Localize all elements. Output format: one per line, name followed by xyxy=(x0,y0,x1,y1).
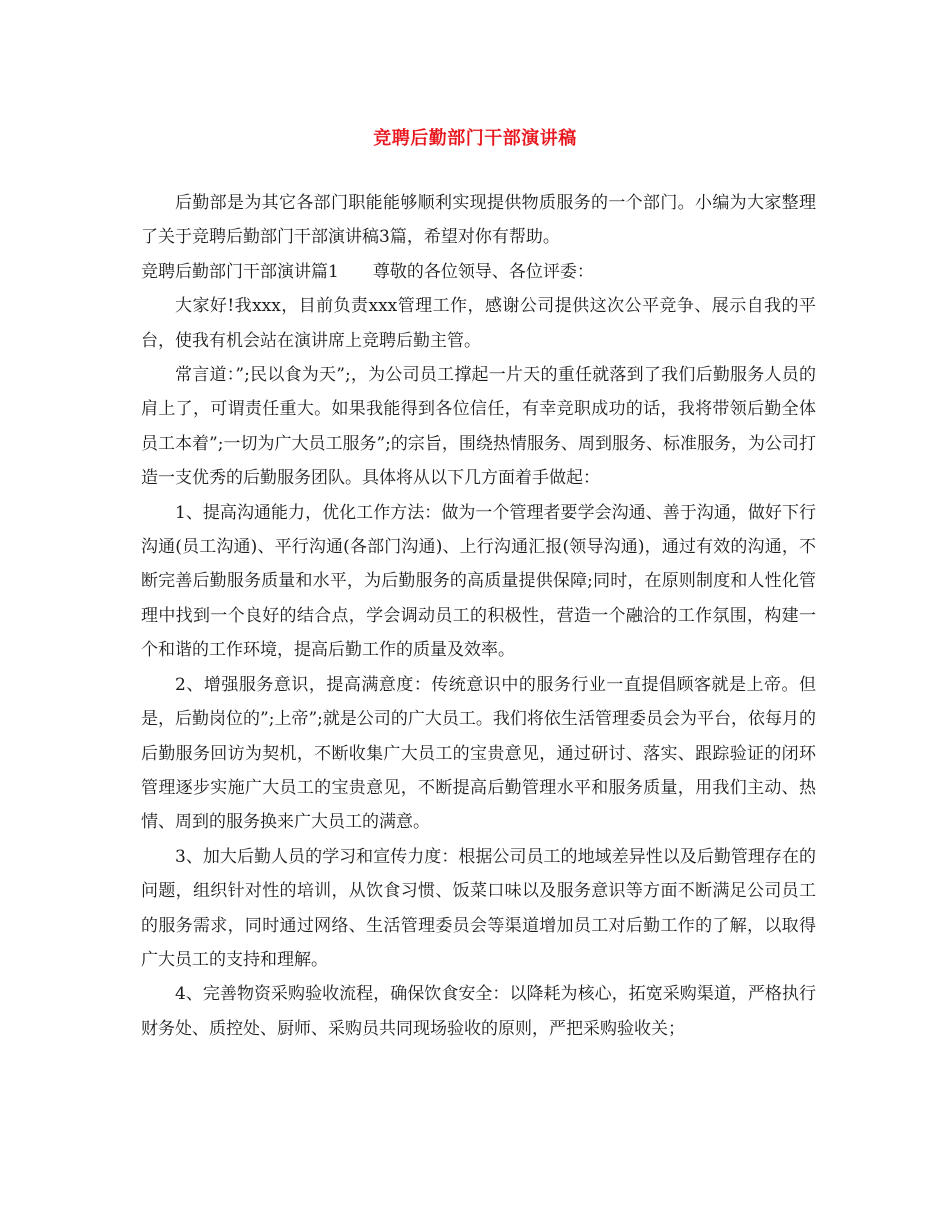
document-title: 竞聘后勤部门干部演讲稿 xyxy=(373,128,577,149)
greeting-paragraph: 大家好!我xxx，目前负责xxx管理工作，感谢公司提供这次公平竞争、展示自我的平台，使我有机会站在演讲席上竞聘后勤主管。 xyxy=(141,296,816,351)
motto-paragraph: 常言道：”;民以食为天”;，为公司员工撑起一片天的重任就落到了我们后勤服务人员的肩上了，可谓责任重大。如果我能得到各位信任，有幸竞职成功的话，我将带领后勤全体员工本着”;一切为广大员工服务”;的宗旨，围绕热情服务、周到服务、标准服务，为公司打造一支优秀的后勤服务团队。具体将从以下几方面着手做起： xyxy=(141,365,816,489)
intro-paragraph: 后勤部是为其它各部门职能能够顺利实现提供物质服务的一个部门。小编为大家整理了关于竞聘后勤部门干部演讲稿3篇，希望对你有帮助。 xyxy=(141,193,816,248)
point-4-paragraph: 4、完善物资采购验收流程，确保饮食安全：以降耗为核心，拓宽采购渠道，严格执行财务处、质控处、厨师、采购员共同现场验收的原则，严把采购验收关； xyxy=(141,984,816,1039)
point-2-paragraph: 2、增强服务意识，提高满意度：传统意识中的服务行业一直提倡顾客就是上帝。但是，后勤岗位的”;上帝”;就是公司的广大员工。我们将依生活管理委员会为平台，依每月的后勤服务回访为契机，不断收集广大员工的宝贵意见，通过研讨、落实、跟踪验证的闭环管理逐步实施广大员工的宝贵意见，不断提高后勤管理水平和服务质量，用我们主动、热情、周到的服务换来广大员工的满意。 xyxy=(141,674,816,833)
section-heading-line: 竞聘后勤部门干部演讲篇1 尊敬的各位领导、各位评委： xyxy=(141,261,594,282)
document-body xyxy=(141,186,816,1046)
point-3-paragraph: 3、加大后勤人员的学习和宣传力度：根据公司员工的地域差异性以及后勤管理存在的问题，组织针对性的培训，从饮食习惯、饭菜口味以及服务意识等方面不断满足公司员工的服务需求，同时通过网络、生活管理委员会等渠道增加员工对后勤工作的了解，以取得广大员工的支持和理解。 xyxy=(141,846,816,970)
point-1-paragraph: 1、提高沟通能力，优化工作方法：做为一个管理者要学会沟通、善于沟通，做好下行沟通(员工沟通)、平行沟通(各部门沟通)、上行沟通汇报(领导沟通)，通过有效的沟通，不断完善后勤服务质量和水平，为后勤服务的高质量提供保障;同时，在原则制度和人性化管理中找到一个良好的结合点，学会调动员工的积极性，营造一个融洽的工作氛围，构建一个和谐的工作环境，提高后勤工作的质量及效率。 xyxy=(141,502,816,661)
